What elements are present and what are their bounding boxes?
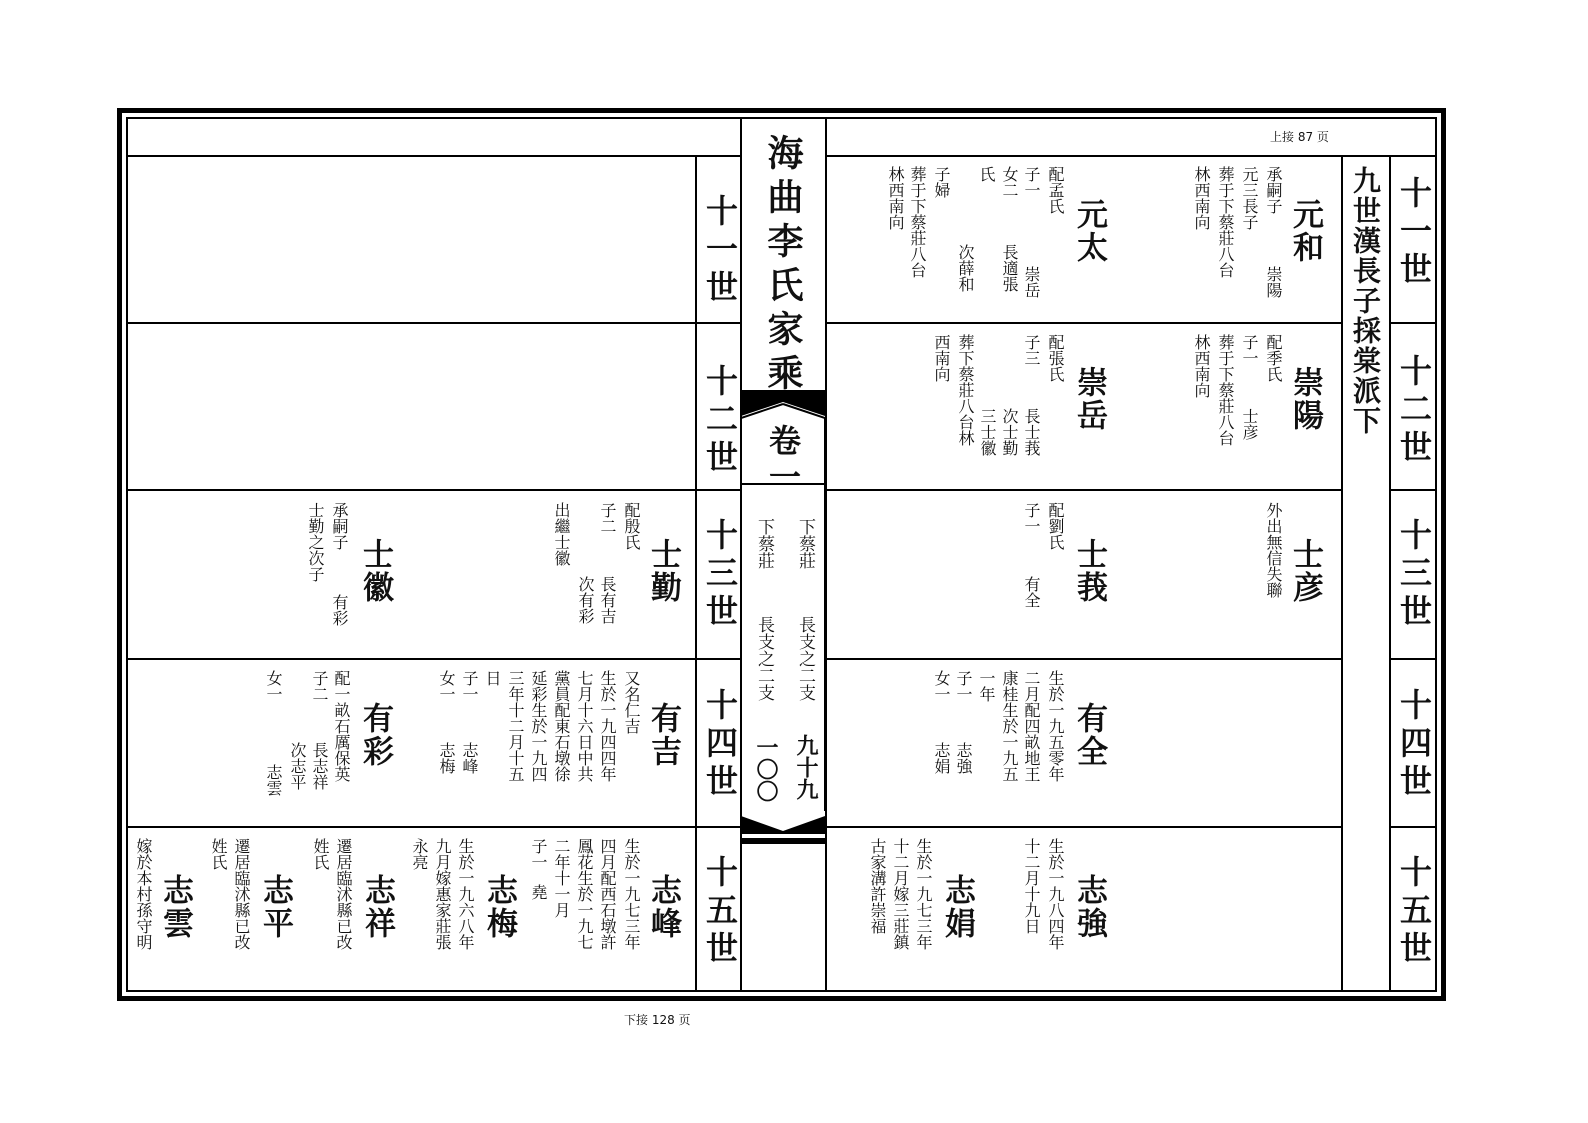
child-name: 士彦 <box>1240 408 1259 440</box>
person-name: 士莪 <box>1071 538 1107 604</box>
person-note: 七月十六日中共 <box>575 670 594 782</box>
branch-column-border <box>1341 155 1343 992</box>
person-note: 配一畝石厲保英 <box>332 670 351 782</box>
person-note: 又名仁吉 <box>622 670 641 734</box>
right-gen-rule-3 <box>1389 658 1437 660</box>
gen-label-11-left: 十一世 <box>701 194 739 308</box>
person-note: 子二 <box>310 670 329 702</box>
person-note: 十二月嫁三莊鎮 <box>891 838 910 950</box>
person-note: 子一 <box>529 838 548 870</box>
gen-label-13-left: 十三世 <box>701 518 739 632</box>
upper-connection-note: 上接 87 页 <box>1270 130 1329 144</box>
left-row-rule-3 <box>127 658 741 660</box>
daughter-name: 志雲 <box>264 764 283 796</box>
child-name: 長志祥 <box>310 742 329 790</box>
person-note: 十二月十九日 <box>1022 838 1041 934</box>
left-page-number: 一〇〇 <box>753 736 779 802</box>
person-note: 子一 <box>1240 334 1259 366</box>
person-note: 生於一九八四年 <box>1046 838 1065 950</box>
left-row-rule-4 <box>127 826 741 828</box>
book-title: 海曲李氏家乘 <box>762 134 804 398</box>
left-row-rule-2 <box>127 489 741 491</box>
person-note: 永亮 <box>410 838 429 870</box>
person-note: 二年十一月 <box>552 838 571 918</box>
person-note: 子二 <box>598 502 617 534</box>
daughter-name: 志梅 <box>437 742 456 774</box>
right-spine-branch: 長支之二支 <box>795 616 815 701</box>
person-name: 志峰 <box>645 874 681 940</box>
person-name: 志雲 <box>157 874 193 940</box>
person-note: 氏 <box>977 166 996 182</box>
gen-label-11-right: 十一世 <box>1395 176 1433 290</box>
right-row-rule-3 <box>826 658 1341 660</box>
child-name: 三士徽 <box>978 408 997 456</box>
person-note: 生於一九五零年 <box>1046 670 1065 782</box>
person-note: 生於一九七三年 <box>914 838 933 950</box>
child-name: 次有彩 <box>576 576 595 624</box>
gen-label-15-right: 十五世 <box>1395 855 1433 969</box>
person-name: 有吉 <box>645 702 681 768</box>
left-gen-column-border-a <box>695 155 697 992</box>
right-spine-place: 下蔡莊 <box>795 518 815 569</box>
person-note: 外出無信失聯 <box>1264 502 1283 598</box>
header-rule-right <box>826 155 1436 157</box>
child-name: 崇陽 <box>1264 266 1283 298</box>
person-note: 三年十二月十五 <box>506 670 525 782</box>
person-note: 生於一九四四年 <box>598 670 617 782</box>
person-note: 二月配四畝地王 <box>1022 670 1041 782</box>
person-note: 配孟氏 <box>1046 166 1065 214</box>
right-gen-column-border-a <box>1389 155 1391 992</box>
child-name: 崇岳 <box>1022 266 1041 298</box>
gen-label-14-right: 十四世 <box>1395 688 1433 802</box>
person-note: 生於一九七三年 <box>622 838 641 950</box>
right-row-rule-4 <box>826 826 1341 828</box>
child-name: 志強 <box>954 742 973 774</box>
person-note: 女一 <box>932 670 951 702</box>
child-name: 次士勤 <box>1000 408 1019 456</box>
person-note: 女一 <box>264 670 283 702</box>
person-note: 女一 <box>437 670 456 702</box>
person-note: 士勤之次子 <box>306 502 325 582</box>
person-note: 子一 <box>1022 502 1041 534</box>
gen-label-14-left: 十四世 <box>701 688 739 802</box>
volume-label: 卷一 <box>764 424 802 496</box>
spine-border-right <box>825 117 827 992</box>
person-note: 延彩生於一九四 <box>529 670 548 782</box>
person-note: 西南向 <box>932 334 951 382</box>
person-name: 志梅 <box>481 874 517 940</box>
person-note: 葬于下蔡莊八台 <box>1216 166 1235 278</box>
gen-label-13-right: 十三世 <box>1395 518 1433 632</box>
daughter-name: 次薛和 <box>956 244 975 292</box>
person-name: 崇岳 <box>1071 366 1107 432</box>
person-note: 林西南向 <box>1192 334 1211 398</box>
right-page-number: 九十九 <box>793 734 819 800</box>
person-note: 子婦 <box>932 166 951 198</box>
person-note: 林西南向 <box>886 166 905 230</box>
person-note: 生於一九六八年 <box>456 838 475 950</box>
child-name: 長士莪 <box>1022 408 1041 456</box>
person-note: 遷居臨沭縣已改 <box>232 838 251 950</box>
left-spine-place: 下蔡莊 <box>754 518 774 569</box>
gen-label-15-left: 十五世 <box>701 855 739 969</box>
person-note: 子三 <box>1022 334 1041 366</box>
person-name: 士徽 <box>357 538 393 604</box>
branch-heading: 九世漢長子採棠派下 <box>1349 166 1382 436</box>
person-note: 古家溝許崇福 <box>868 838 887 934</box>
person-name: 士勤 <box>645 538 681 604</box>
person-note: 日 <box>483 670 502 686</box>
person-note: 配劉氏 <box>1046 502 1065 550</box>
person-name: 志娟 <box>939 874 975 940</box>
person-note: 子一 <box>1022 166 1041 198</box>
left-row-rule-1 <box>127 322 741 324</box>
person-note: 葬于下蔡莊八台 <box>1216 334 1235 446</box>
person-note: 遷居臨沭縣已改 <box>334 838 353 950</box>
person-note: 林西南向 <box>1192 166 1211 230</box>
person-name: 士彦 <box>1287 538 1323 604</box>
person-note: 出繼士徽 <box>552 502 571 566</box>
person-note: 元三長子 <box>1240 166 1259 230</box>
child-name: 有彩 <box>330 594 349 626</box>
right-gen-rule-2 <box>1389 489 1437 491</box>
child-name: 志峰 <box>460 742 479 774</box>
person-note: 康桂生於一九五 <box>1000 670 1019 782</box>
person-note: 葬下蔡莊八台林 <box>956 334 975 446</box>
person-note: 配殷氏 <box>622 502 641 550</box>
person-note: 女二 <box>1000 166 1019 198</box>
person-note: 嫁於本村孫守明 <box>134 838 153 950</box>
left-spine-branch: 長支之二支 <box>754 616 774 701</box>
child-name: 堯 <box>529 884 548 900</box>
person-name: 志強 <box>1071 874 1107 940</box>
daughter-name: 志娟 <box>932 742 951 774</box>
person-note: 子一 <box>460 670 479 702</box>
right-gen-rule-4 <box>1389 826 1437 828</box>
person-note: 承嗣子 <box>1264 166 1283 214</box>
person-note: 配季氏 <box>1264 334 1283 382</box>
person-name: 有彩 <box>357 702 393 768</box>
gen-label-12-right: 十二世 <box>1395 354 1433 468</box>
gen-label-12-left: 十二世 <box>701 364 739 478</box>
person-name: 元和 <box>1287 198 1323 264</box>
person-note: 承嗣子 <box>330 502 349 550</box>
child-name: 次志平 <box>288 742 307 790</box>
person-note: 一年 <box>977 670 996 702</box>
person-name: 有全 <box>1071 702 1107 768</box>
child-name: 長有吉 <box>598 576 617 624</box>
person-note: 姓氏 <box>311 838 330 870</box>
person-note: 四月配西石墩許 <box>598 838 617 950</box>
person-note: 配張氏 <box>1046 334 1065 382</box>
person-note: 九月嫁惠家莊張 <box>433 838 452 950</box>
right-gen-rule-1 <box>1389 322 1437 324</box>
person-name: 志平 <box>257 874 293 940</box>
right-row-rule-2 <box>826 489 1341 491</box>
person-name: 志祥 <box>359 874 395 940</box>
person-note: 葬于下蔡莊八台 <box>908 166 927 278</box>
person-name: 崇陽 <box>1287 366 1323 432</box>
header-rule-left <box>127 155 741 157</box>
right-row-rule-1 <box>826 322 1341 324</box>
person-note: 黨員配東石墩徐 <box>552 670 571 782</box>
person-name: 元太 <box>1071 198 1107 264</box>
person-note: 子一 <box>954 670 973 702</box>
child-name: 有全 <box>1022 576 1041 608</box>
lower-connection-note: 下接 128 页 <box>624 1013 691 1027</box>
person-note: 姓氏 <box>209 838 228 870</box>
daughter-name: 長適張 <box>1000 244 1019 292</box>
person-note: 鳳花生於一九七 <box>575 838 594 950</box>
